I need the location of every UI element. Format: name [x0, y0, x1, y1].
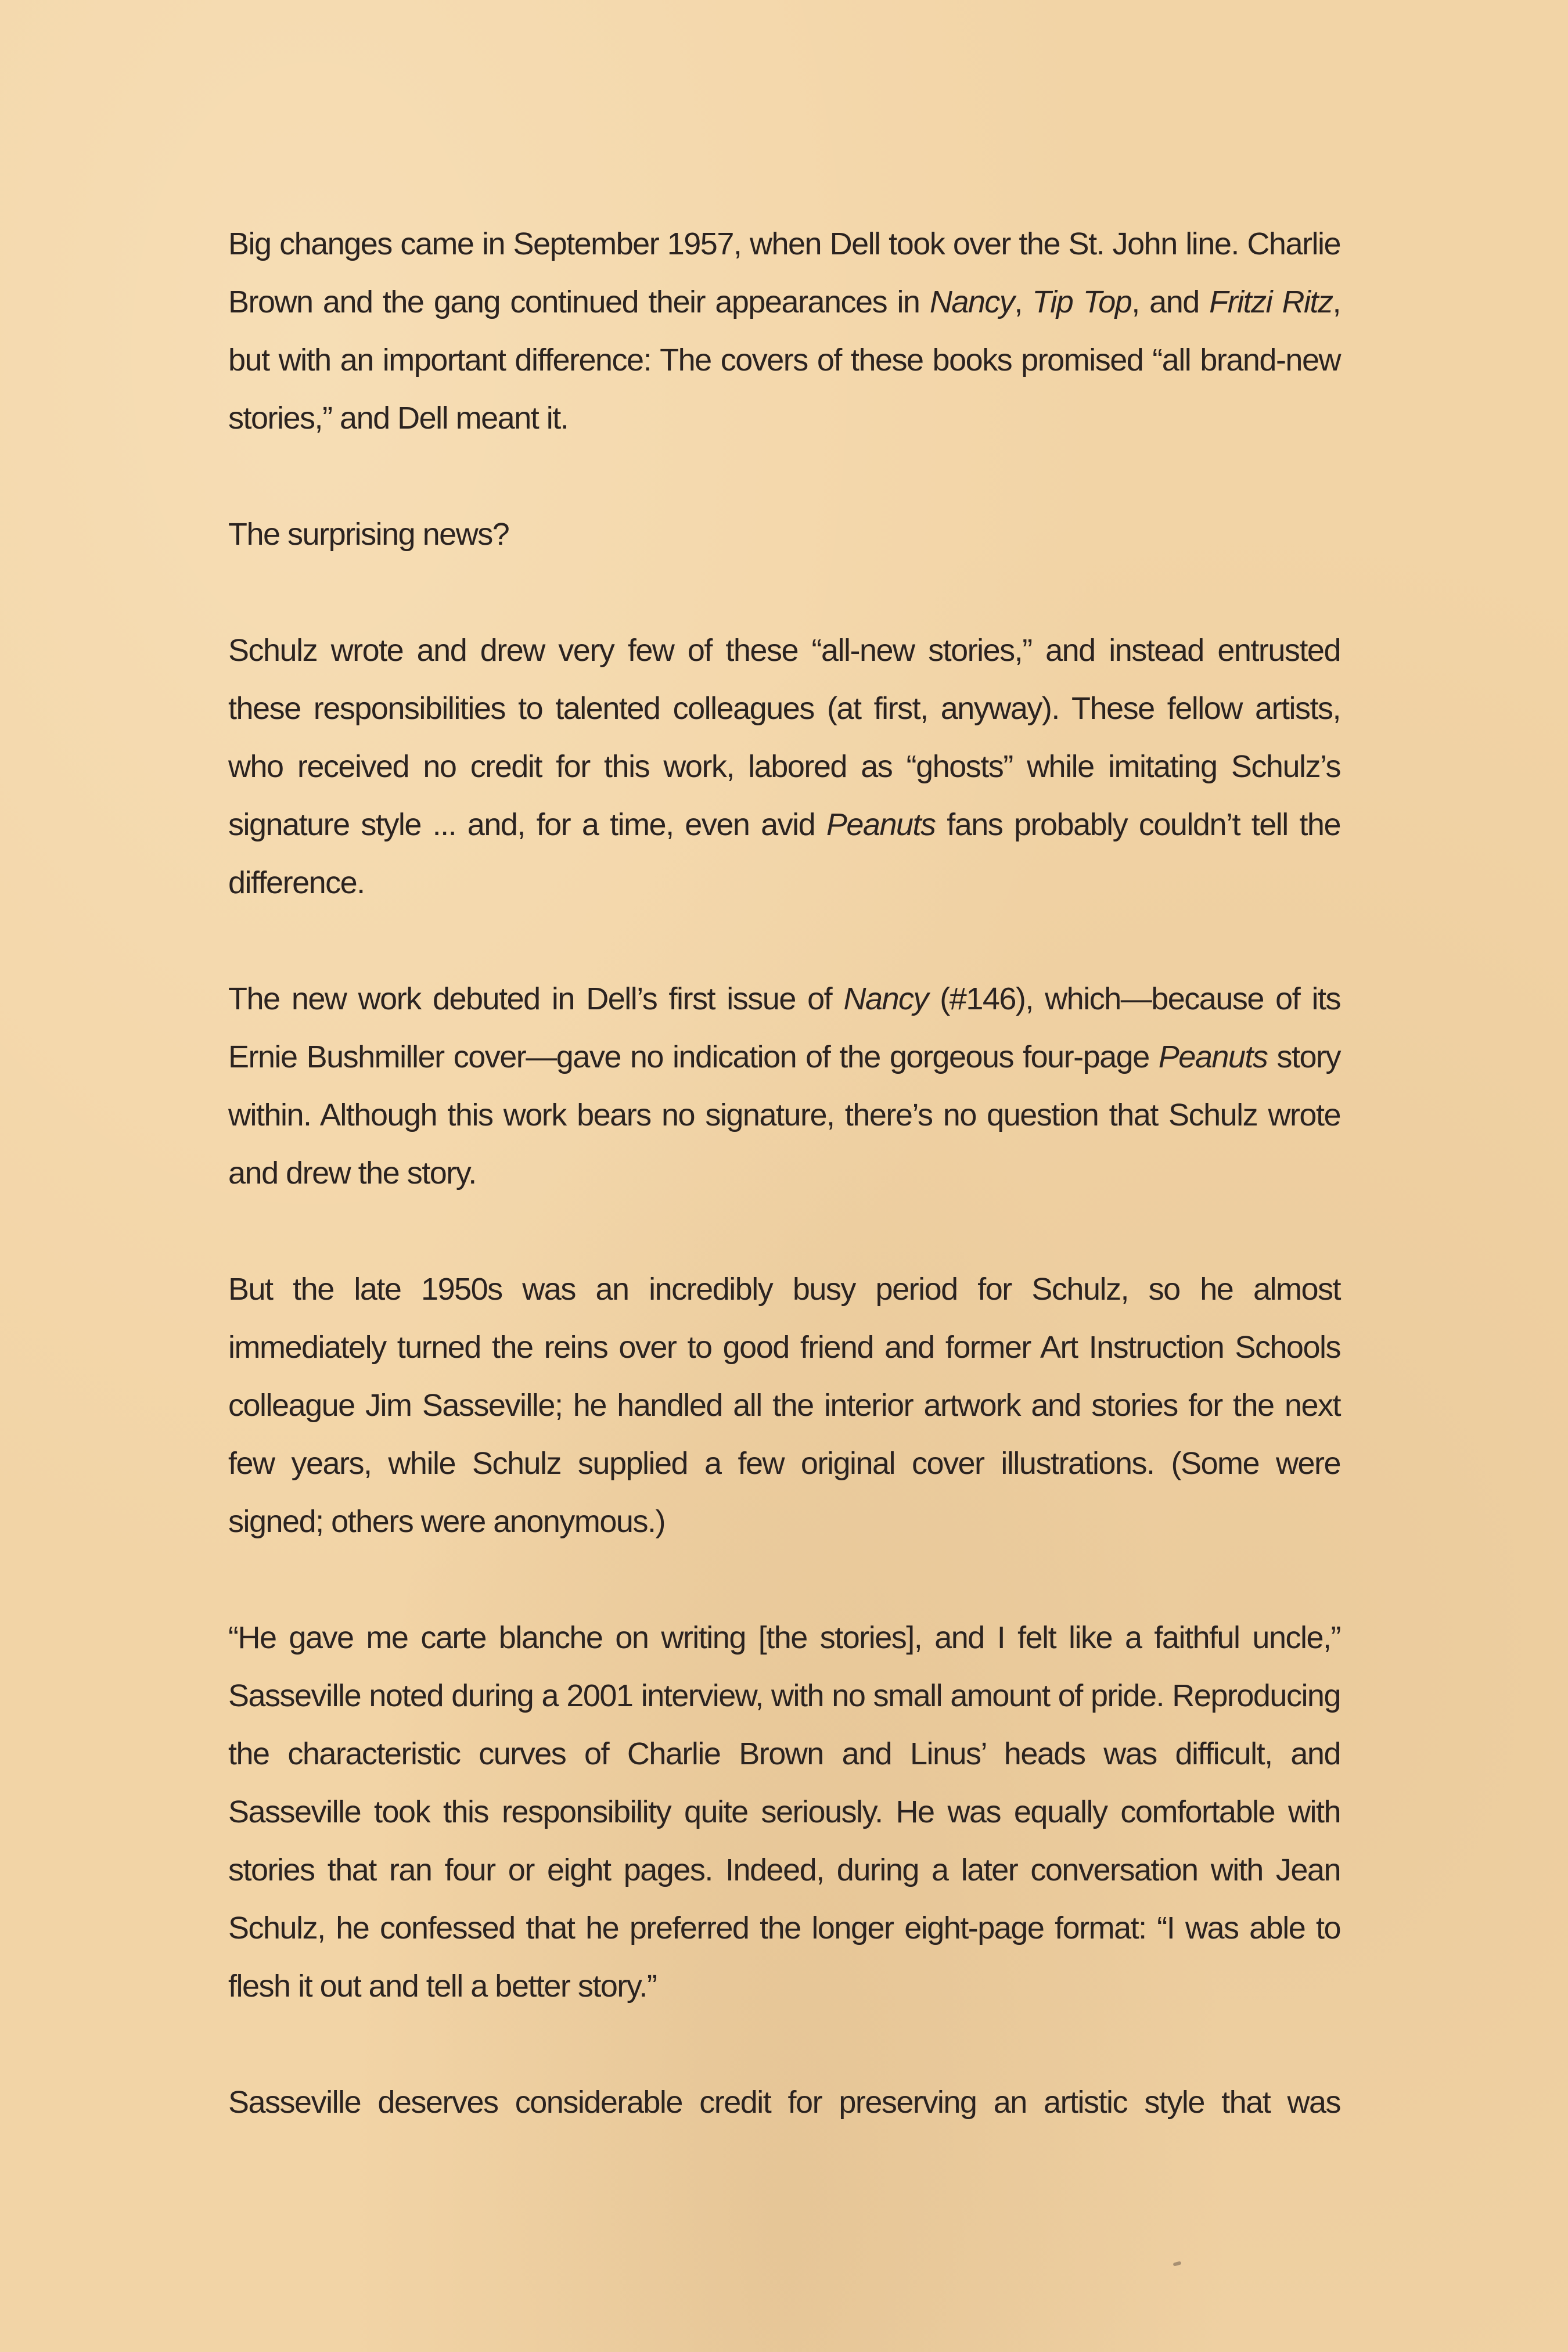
paragraph-5 — [228, 1260, 1340, 1551]
text-run: , but with an important difference: The covers of these books promised “all brand-new stories,” and Dell meant it. — [228, 285, 1340, 436]
text-run: story within. Although this work bears no signature, there’s no question that Schulz wrote and drew the story. — [228, 1040, 1340, 1191]
text-run: The new work debuted in Dell’s first issue of — [228, 981, 844, 1016]
italic-title: Peanuts — [1158, 1040, 1268, 1074]
italic-title: Nancy — [929, 285, 1015, 319]
paragraph-1 — [228, 215, 1340, 447]
text-run: The surprising news? — [228, 517, 509, 552]
italic-title: Nancy — [843, 981, 929, 1016]
text-run: But the late 1950s was an incredibly busy period for Schulz, so he almost immediately turned the reins over to good friend and former Art Instruction Schools colleague Jim Sasseville; he handled all the interior artwork and stories for the next few years, while Schulz supplied a few original cover illustrations. (Some were signed; others were anonymous.) — [228, 1272, 1340, 1539]
text-run: (#146), which—because of its Ernie Bushmiller cover—gave no indication of the gorgeous four-page — [228, 981, 1340, 1074]
paragraph-3 — [228, 621, 1340, 912]
italic-title: Fritzi Ritz — [1209, 285, 1333, 319]
paper-speck-mark — [1173, 2261, 1181, 2266]
text-run: fans probably couldn’t tell the difference. — [228, 807, 1340, 900]
italic-title: Peanuts — [826, 807, 936, 842]
text-run: “He gave me carte blanche on writing [the stories], and I felt like a faithful uncle,” Sasseville noted during a 2001 interview, with no small amount of pride. Reproducing the characteristic curves of Charlie Brown and Linus’ heads was difficult, and Sasseville took this responsibility quite seriously. He was equally comfortable with stories that ran four or eight pages. Indeed, during a later conversation with Jean Schulz, he confessed that he preferred the longer eight-page format: “I was able to flesh it out and tell a better story.” — [228, 1620, 1340, 2004]
paragraph-4 — [228, 970, 1340, 1202]
paragraph-7 — [228, 2073, 1340, 2131]
paragraph-2 — [228, 505, 1340, 563]
body-text — [228, 215, 1340, 2189]
text-run: , — [1014, 285, 1033, 319]
text-run: Schulz wrote and drew very few of these “all-new stories,” and instead entrusted these responsibilities to talented colleagues (at first, anyway). These fellow artists, who received no credit for this work, labored as “ghosts” while imitating Schulz’s signature style ... and, for a time, even avid — [228, 633, 1340, 842]
text-run: Big changes came in September 1957, when Dell took over the St. John line. Charlie Brown and the gang continued their appearances in — [228, 226, 1340, 319]
text-run: , and — [1131, 285, 1210, 319]
text-run: Sasseville deserves considerable credit for preserving an artistic style that was — [228, 2085, 1340, 2120]
italic-title: Tip Top — [1032, 285, 1132, 319]
paragraph-6 — [228, 1609, 1340, 2015]
